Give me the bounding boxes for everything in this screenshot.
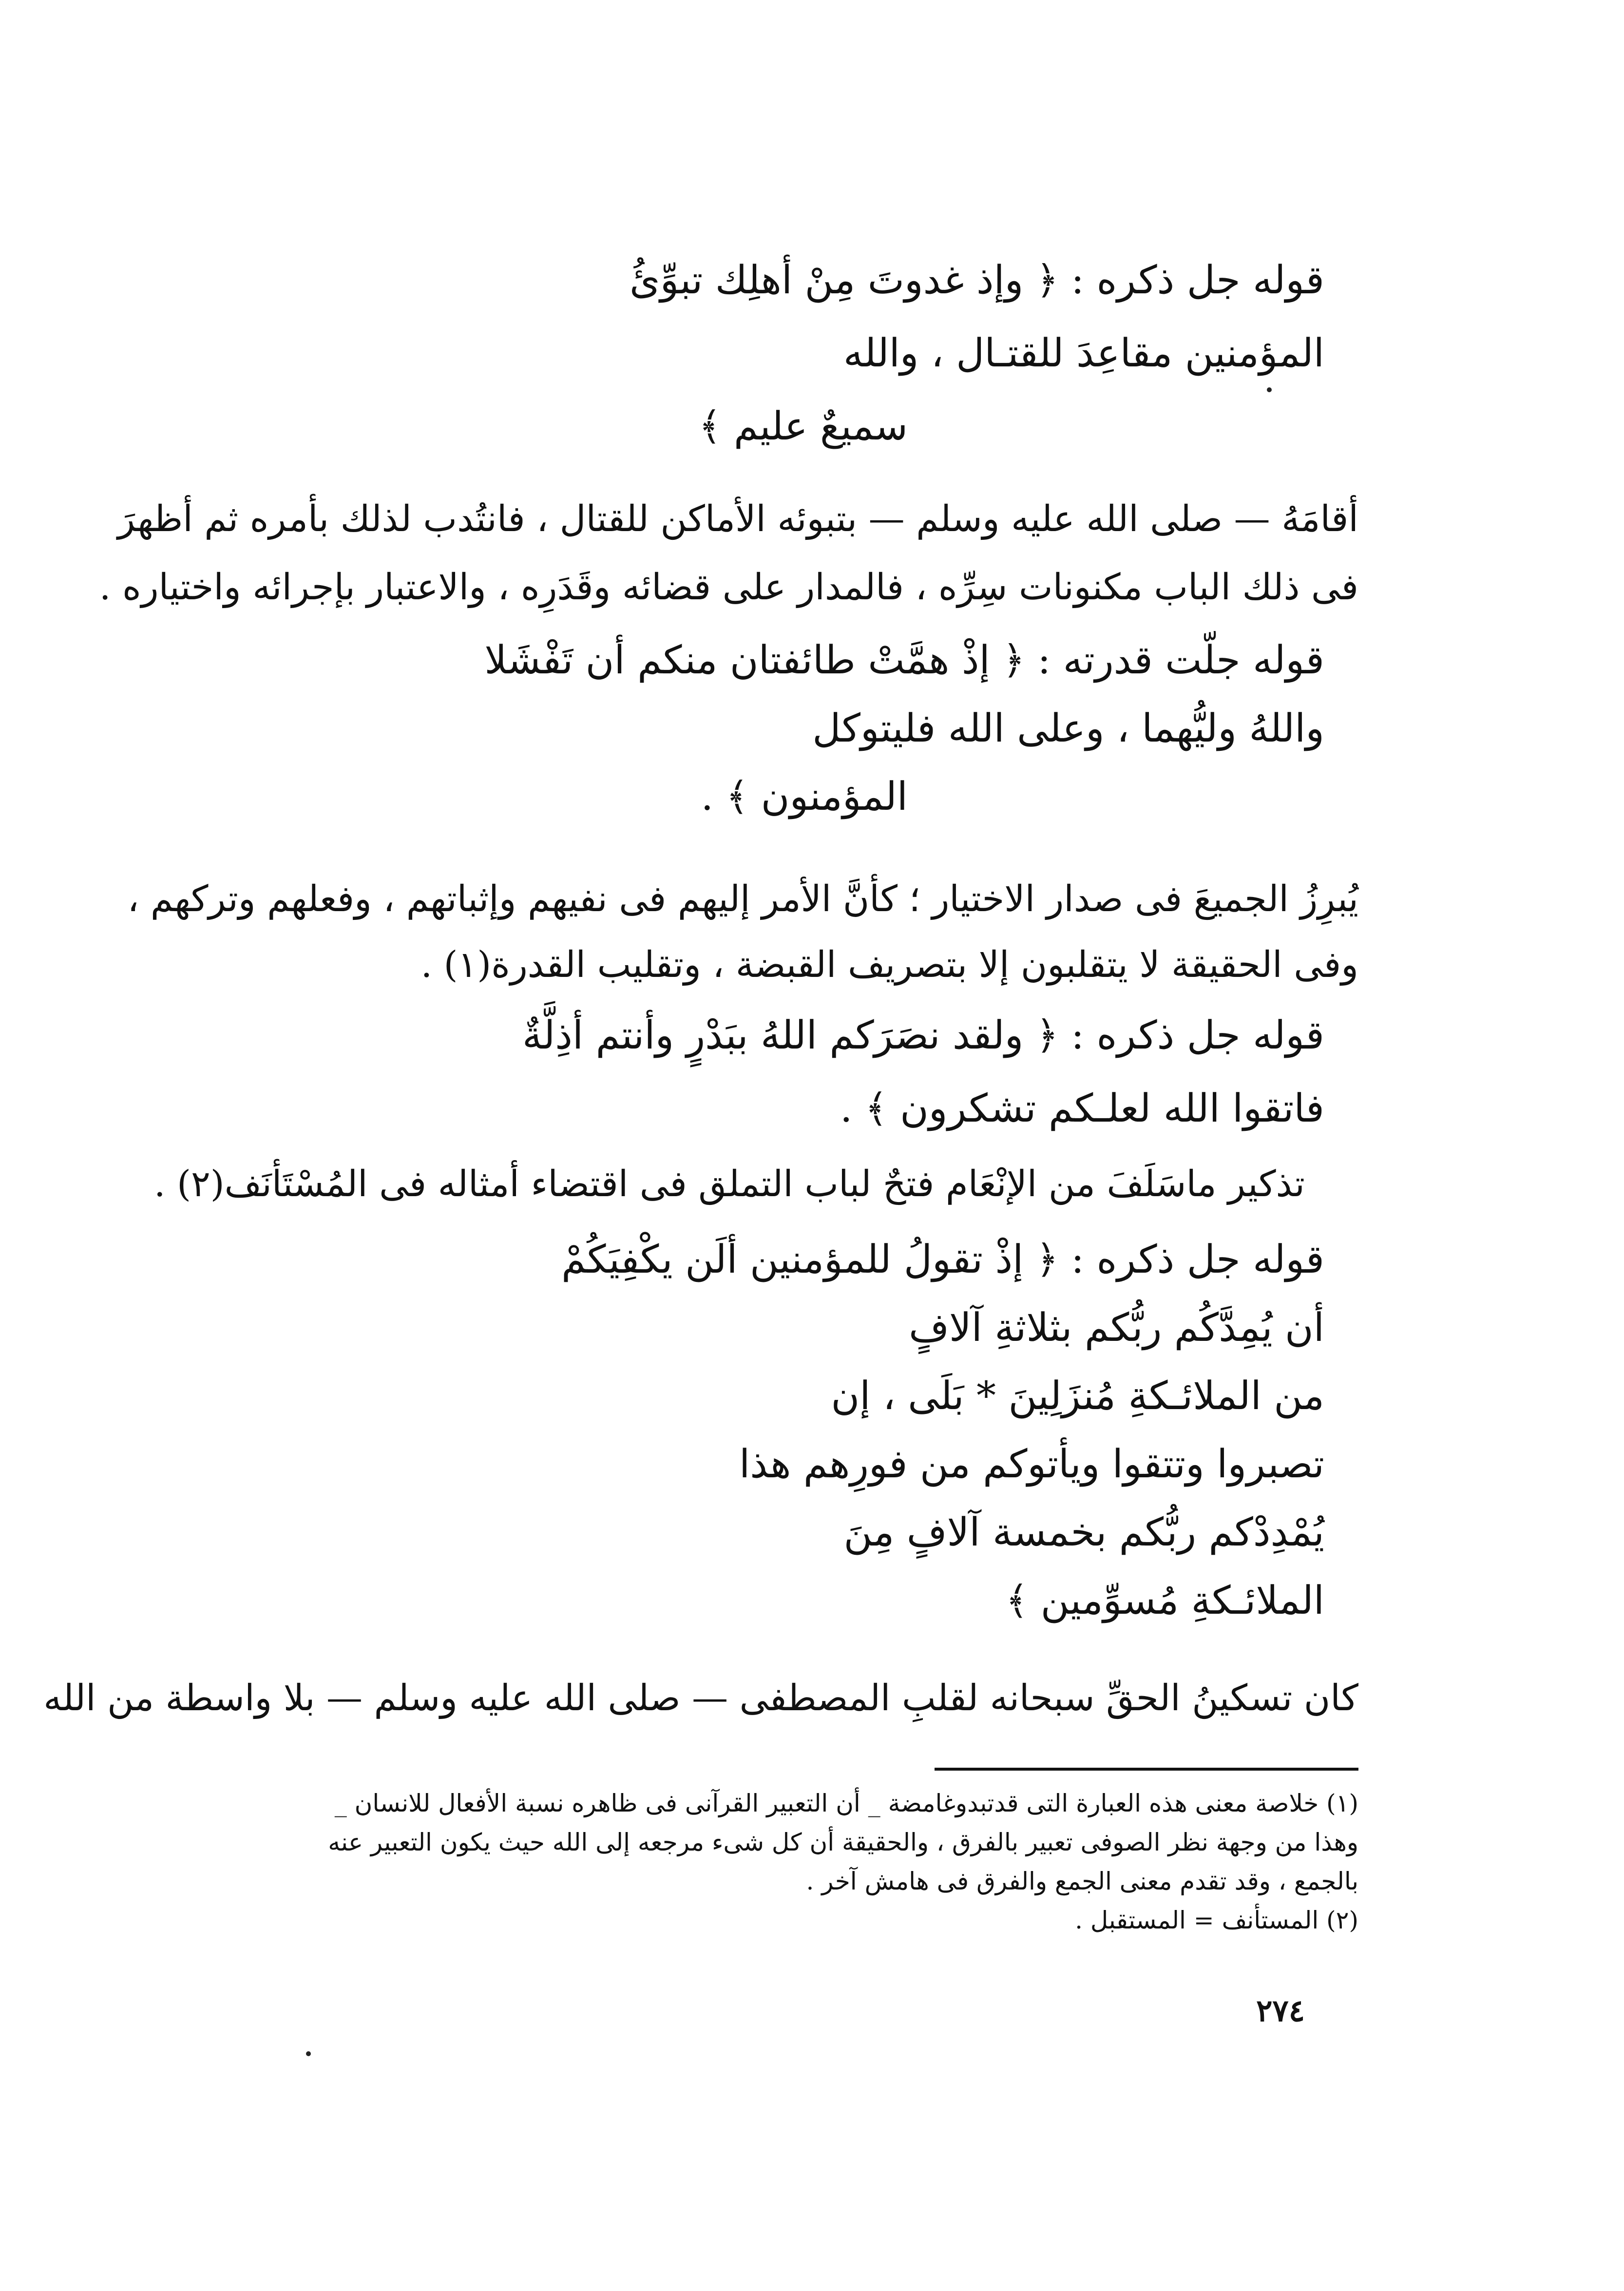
- verse-line: من الملائـكةِ مُنزَلِينَ * بَلَى ، إن: [831, 1373, 1324, 1418]
- verse-line: قوله جلّت قدرته : ﴿ إذْ همَّتْ طائفتان منكم أن تَفْشَلا: [484, 637, 1324, 683]
- footnote-divider: [935, 1768, 1358, 1771]
- verse-line: يُمْدِدْكم ربُّكم بخمسة آلافٍ مِنَ: [843, 1509, 1324, 1555]
- verse-line: المؤمنين مقاعِدَ للقتـال ، والله: [843, 330, 1324, 376]
- ink-speck: [1267, 387, 1272, 392]
- footnote-line: (٢) المستأنف = المستقبل .: [1075, 1906, 1358, 1934]
- page-number: ٢٧٤: [1256, 1993, 1305, 2028]
- verse-line: تصبروا وتتقوا ويأتوكم من فورِهم هذا: [739, 1441, 1324, 1487]
- verse-line: فاتقوا الله لعلـكم تشكرون ﴾ .: [840, 1086, 1324, 1131]
- commentary-line: يُبرِزُ الجميعَ فى صدار الاختيار ؛ كأنَّ الأمر إليهم فى نفيهم وإثباتهم ، وفعلهم وتركهم ،: [127, 878, 1358, 920]
- verse-line: المؤمنون ﴾ .: [701, 774, 908, 819]
- commentary-line: كان تسكينُ الحقِّ سبحانه لقلبِ المصطفى — صلى الله عليه وسلم — بلا واسطة من الله: [43, 1677, 1358, 1719]
- verse-line: سميعٌ عليم ﴾: [698, 403, 908, 449]
- verse-line: قوله جل ذكره : ﴿ إذْ تقولُ للمؤمنين ألَن يكْفِيَكُمْ: [561, 1237, 1324, 1282]
- verse-line: قوله جل ذكره : ﴿ وإذ غدوتَ مِنْ أهلِك تبوِّئُ: [629, 257, 1324, 303]
- commentary-line: وفى الحقيقة لا يتقلبون إلا بتصريف القبضة ، وتقليب القدرة(١) .: [420, 944, 1358, 986]
- footnote-line: (١) خلاصة معنى هذه العبارة التى قدتبدوغامضة _ أن التعبير القرآنى فى ظاهره نسبة الأفعال للانسان _: [334, 1789, 1358, 1817]
- commentary-line: فى ذلك الباب مكنونات سِرِّه ، فالمدار على قضائه وقَدَرِه ، والاعتبار بإجرائه واختياره .: [99, 566, 1358, 608]
- commentary-line: تذكير ماسَلَفَ من الإنْعَام فتحٌ لباب التملق فى اقتضاء أمثاله فى المُسْتَأنَف(٢) .: [154, 1163, 1305, 1205]
- verse-line: قوله جل ذكره : ﴿ ولقد نصَرَكم اللهُ ببَدْرٍ وأنتم أذِلَّةٌ: [522, 1012, 1324, 1058]
- commentary-line: أقامَهُ — صلى الله عليه وسلم — بتبوئه الأماكن للقتال ، فانتُدب لذلك بأمره ثم أظهرَ: [117, 498, 1358, 540]
- verse-line: الملائـكةِ مُسوِّمين ﴾: [1005, 1578, 1324, 1623]
- footnote-line: بالجمع ، وقد تقدم معنى الجمع والفرق فى هامش آخر .: [806, 1867, 1358, 1895]
- footnote-line: وهذا من وجهة نظر الصوفى تعبير بالفرق ، والحقيقة أن كل شىء مرجعه إلى الله حيث يكون التعبير عنه: [328, 1828, 1358, 1856]
- verse-line: واللهُ وليُّهما ، وعلى الله فليتوكل: [812, 706, 1324, 751]
- verse-line: أن يُمِدَّكُم ربُّكم بثلاثةِ آلافٍ: [909, 1305, 1324, 1350]
- ink-speck: [306, 2051, 311, 2056]
